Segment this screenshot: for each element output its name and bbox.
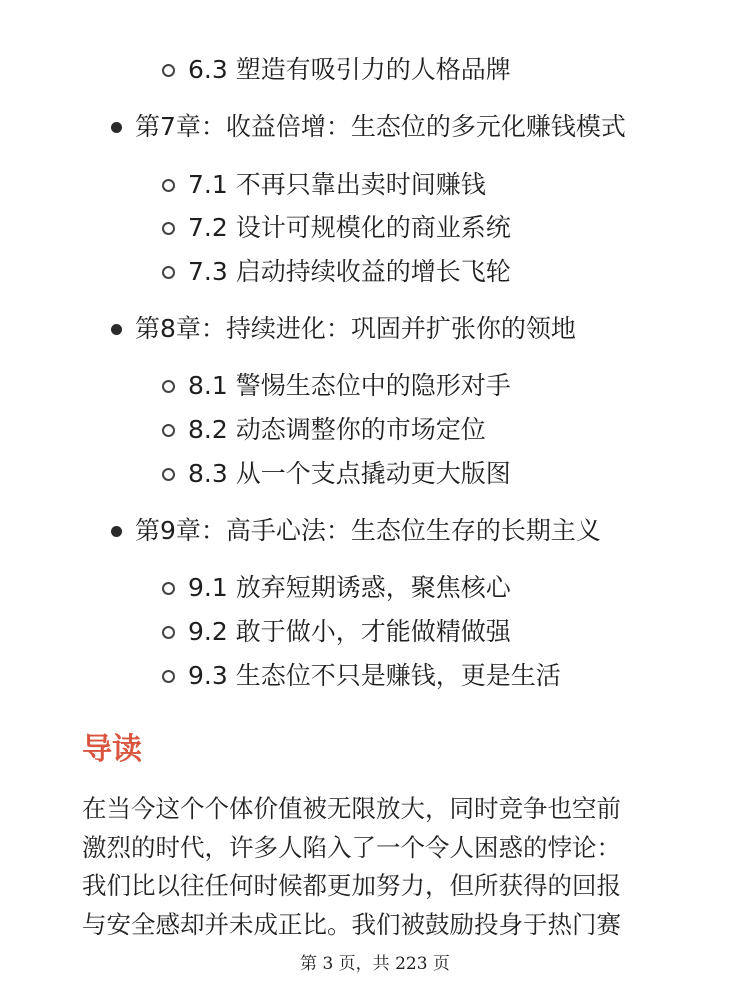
toc-section-item[interactable] xyxy=(188,660,561,692)
hollow-bullet-icon xyxy=(162,64,175,77)
paragraph-line: 我们比以往任何时候都更加努力，但所获得的回报 xyxy=(82,871,621,900)
toc-section-item[interactable] xyxy=(188,212,511,244)
paragraph-line: 与安全感却并未成正比。我们被鼓励投身于热门赛 xyxy=(82,909,621,939)
toc-chapter-item[interactable] xyxy=(135,313,576,345)
toc-chapter-item[interactable] xyxy=(135,515,601,547)
toc-item-text: 8.3 从一个支点撬动更大版图 xyxy=(188,459,511,488)
intro-paragraph xyxy=(82,790,682,944)
paragraph-line: 激烈的时代，许多人陷入了一个令人困惑的悖论： xyxy=(82,832,621,862)
toc-item-text: 第7章：收益倍增：生态位的多元化赚钱模式 xyxy=(135,112,626,141)
toc-section-item[interactable] xyxy=(188,169,486,201)
toc-section-item[interactable] xyxy=(188,458,511,490)
hollow-bullet-icon xyxy=(162,424,175,437)
toc-section-item[interactable] xyxy=(188,370,511,402)
hollow-bullet-icon xyxy=(162,222,175,235)
toc-item-text: 9.1 放弃短期诱惑，聚焦核心 xyxy=(188,573,511,602)
toc-item-text: 8.2 动态调整你的市场定位 xyxy=(188,415,486,444)
toc-section-item[interactable] xyxy=(188,572,511,604)
toc-item-text: 6.3 塑造有吸引力的人格品牌 xyxy=(188,55,511,84)
toc-item-text: 7.2 设计可规模化的商业系统 xyxy=(188,213,511,242)
solid-bullet-icon xyxy=(111,324,122,335)
hollow-bullet-icon xyxy=(162,670,175,683)
toc-item-text: 第9章：高手心法：生态位生存的长期主义 xyxy=(135,516,601,545)
toc-item-text: 8.1 警惕生态位中的隐形对手 xyxy=(188,371,511,400)
toc-item-text: 7.1 不再只靠出卖时间赚钱 xyxy=(188,170,486,199)
hollow-bullet-icon xyxy=(162,179,175,192)
toc-item-text: 9.3 生态位不只是赚钱，更是生活 xyxy=(188,661,561,690)
toc-chapter-item[interactable] xyxy=(135,111,626,143)
toc-item-text: 7.3 启动持续收益的增长飞轮 xyxy=(188,257,511,286)
hollow-bullet-icon xyxy=(162,468,175,481)
toc-section-item[interactable] xyxy=(188,414,486,446)
hollow-bullet-icon xyxy=(162,380,175,393)
solid-bullet-icon xyxy=(111,526,122,537)
hollow-bullet-icon xyxy=(162,266,175,279)
toc-section-item[interactable] xyxy=(188,54,511,86)
toc-section-item[interactable] xyxy=(188,256,511,288)
intro-heading: 导读 xyxy=(82,732,142,767)
toc-item-text: 第8章：持续进化：巩固并扩张你的领地 xyxy=(135,314,576,343)
hollow-bullet-icon xyxy=(162,582,175,595)
hollow-bullet-icon xyxy=(162,626,175,639)
page-footer: 第 3 页，共 223 页 xyxy=(300,954,450,974)
toc-section-item[interactable] xyxy=(188,616,511,648)
paragraph-line: 在当今这个个体价值被无限放大，同时竞争也空前 xyxy=(82,794,621,823)
toc-item-text: 9.2 敢于做小，才能做精做强 xyxy=(188,617,511,646)
solid-bullet-icon xyxy=(111,122,122,133)
